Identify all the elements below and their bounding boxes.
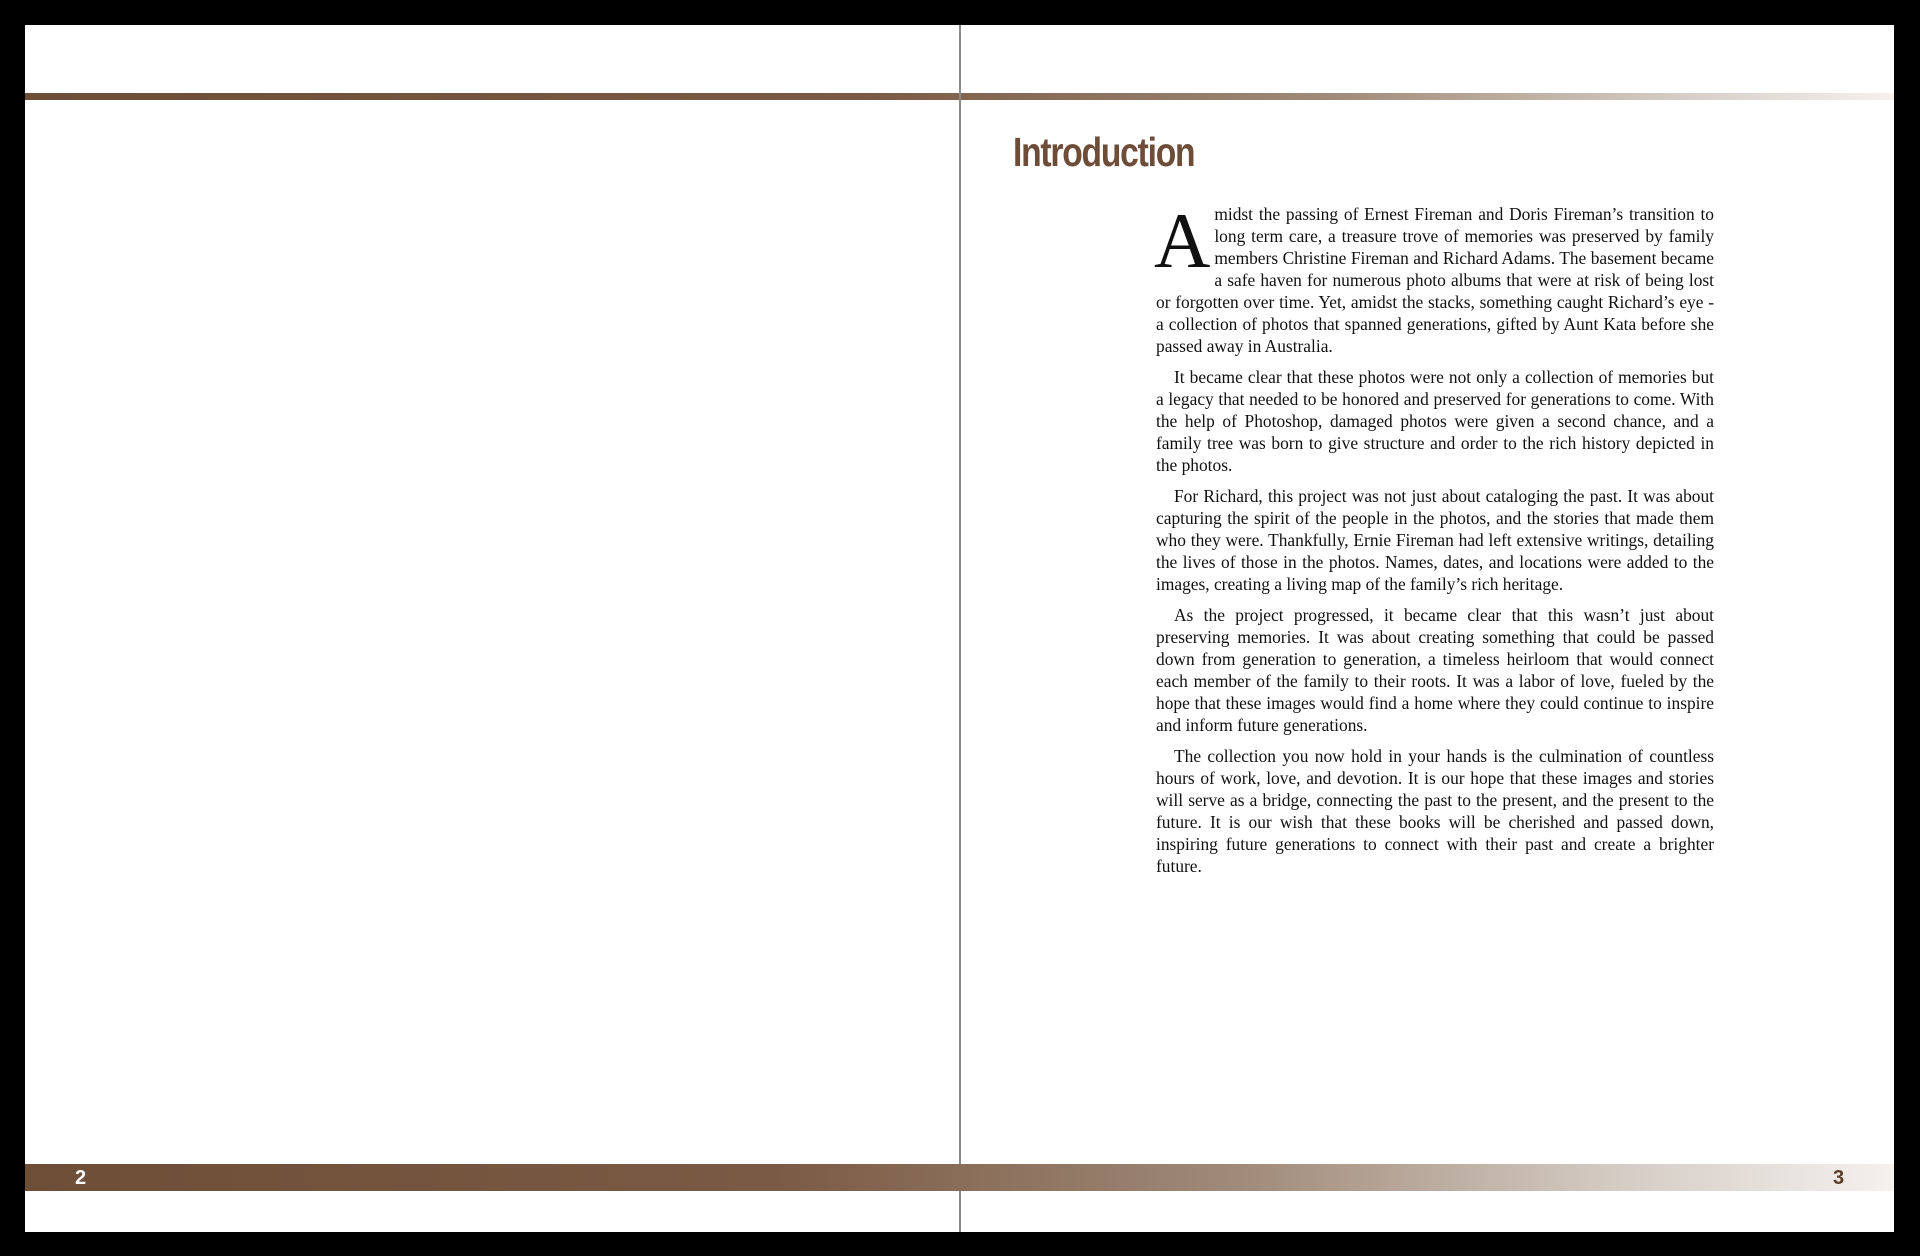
left-page-number: 2 [75, 1167, 87, 1189]
paragraph-2: It became clear that these photos were not only a collection of memories but a legacy that needed to be honored and preserved for generations to come. With the help of Photoshop, damaged photos were given a second chance, and a family tree was born to give structure and order to the rich history depicted in the photos. [1156, 367, 1714, 475]
bottom-decorative-bar [25, 1164, 1894, 1191]
paragraph-5: The collection you now hold in your hands is the culmination of countless hours of work, love, and devotion. It is our hope that these images and stories will serve as a bridge, connecting the past to the present, and the present to the future. It is our wish that these books will be cherished and passed down, inspiring future generations to connect with their past and create a brighter future. [1156, 746, 1714, 876]
drop-cap: A [1154, 197, 1211, 284]
right-page-number: 3 [1833, 1167, 1845, 1189]
book-spread [25, 25, 1894, 1232]
paragraph-3: For Richard, this project was not just about cataloging the past. It was about capturing the spirit of the people in the photos, and the stories that made them who they were. Thankfully, Ernie Fireman had left extensive writings, detailing the lives of those in the photos. Names, dates, and locations were added to the images, creating a living map of the family’s rich heritage. [1156, 486, 1714, 594]
article-body [1154, 197, 1714, 886]
paragraph-1-text: midst the passing of Ernest Fireman and Doris Fireman’s transition to long term care, a treasure trove of memories was preserved by family members Christine Fireman and Richard Adams. The basement became a safe haven for numerous photo albums that were at risk of being lost or forgotten over time. Yet, amidst the stacks, something caught Richard’s eye - a collection of photos that spanned generations, gifted by Aunt Kata before she passed away in Australia. [1156, 204, 1714, 356]
paragraph-4: As the project progressed, it became clear that this wasn’t just about preserving memories. It was about creating something that could be passed down from generation to generation, a timeless heirloom that would connect each member of the family to their roots. It was a labor of love, fueled by the hope that these images would find a home where they could continue to inspire and inform future generations. [1156, 605, 1714, 735]
page-gutter-divider [959, 25, 961, 1232]
page-heading: Introduction [1013, 129, 1195, 175]
paragraph-1 [1154, 197, 1714, 357]
